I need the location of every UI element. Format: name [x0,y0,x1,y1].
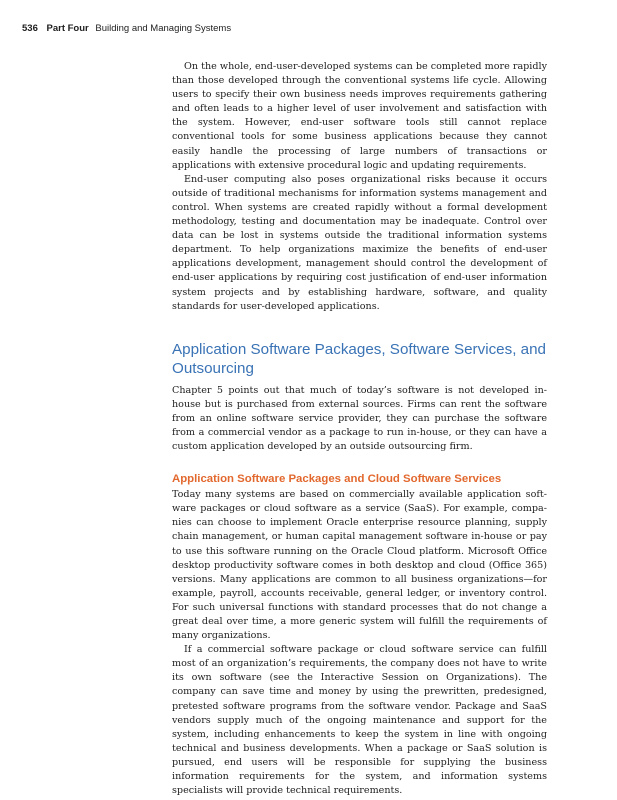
running-header [22,23,231,34]
running-header-title: Building and Managing Systems [95,23,232,34]
paragraph-package-benefits: If a commercial software package or cloud software service can fulfill most of an organization’s requirements, the company does not have to write its own software (see the Interactive Session on Organizations). The company can save time and money by using the prewritten, predesigned, pretested software programs from the software vendor. Package and SaaS vendors supply much of the ongoing maintenance and support for the system, including enhancements to keep the system in line with ongoing technical and business developments. When a package or SaaS solution is pursued, end users will be responsible for supplying the business information requirements for the system, and information systems specialists will provide technical requirements. [172,644,547,797]
paragraph-end-user-risks: End-user computing also poses organizational risks because it occurs outside of traditional mechanisms for information systems management and control. When systems are created rapidly without a formal development methodology, testing and documentation may be inadequate. Control over data can be lost in systems outside the traditional information systems department. To help organizations maximize the benefits of end-user applications development, management should control the development of end-user applications by requiring cost justification of end-user information system projects and by establishing hardware, software, and quality standards for user-developed applications. [172,173,547,312]
paragraph-saas-intro: Today many systems are based on commercially available application software packages or cloud software as a service (SaaS). For example, companies can choose to implement Oracle enterprise resource planning, supply chain management, or human capital management software in-house or pay to use this software running on the Oracle Cloud platform. Microsoft Office desktop productivity software comes in both desktop and cloud (Office 365) versions. Many applications are common to all business organizations—for example, payroll, accounts receivable, general ledger, or inventory control. For such universal functions with standard processes that do not change a great deal over time, a more generic system will fulfill the requirements of many organizations. [172,489,547,642]
paragraph-chapter-5: Chapter 5 points out that much of today’s software is not developed in-house but is purchased from external sources. Firms can rent the software from an online software service provider, they can purchase the software from a commercial vendor as a package to run in-house, or they can have a custom application developed by an outside outsourcing firm. [172,384,547,453]
paragraph-end-user-speed: On the whole, end-user-developed systems can be completed more rapidly than those developed through the conventional systems life cycle. Allowing users to specify their own business needs improves requirements gathering and often leads to a higher level of user involvement and satisfaction with the system. However, end-user software tools still cannot replace conventional tools for some business applications because they cannot easily handle the processing of large numbers of transactions or applications with extensive procedural logic and updating requirements. [172,61,547,171]
page-number: 536 [22,23,38,34]
part-label: Part Four [46,23,89,34]
page-body [172,60,547,798]
section-heading-packages-outsourcing: Application Software Packages, Software Services, and Outsourcing [172,340,546,377]
subsection-heading-packages-cloud: Application Software Packages and Cloud Software Services [172,473,502,486]
